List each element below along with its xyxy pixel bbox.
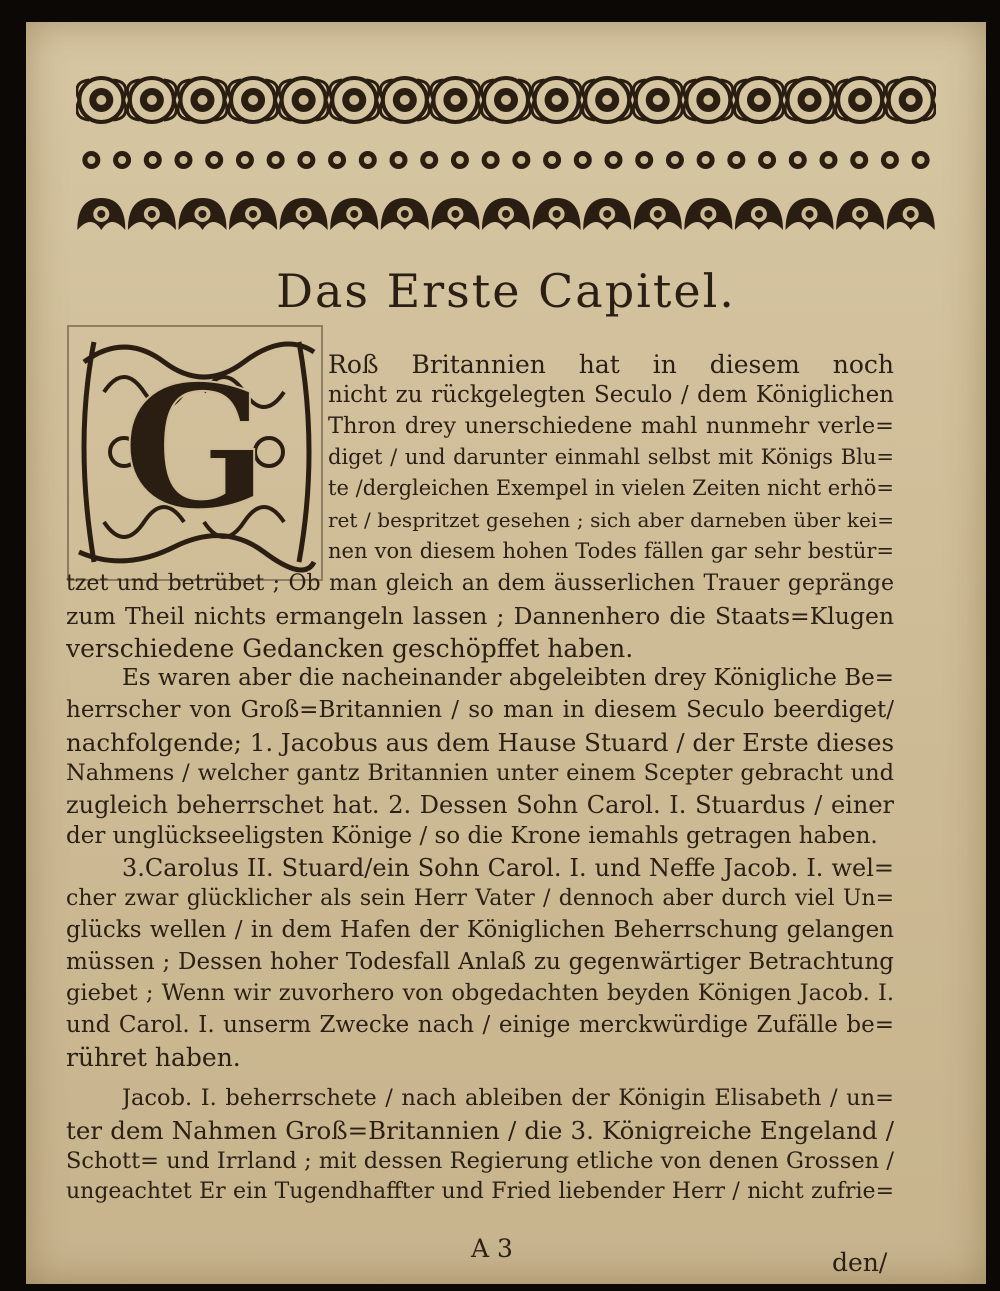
- text-line: verschiedene Gedancken geschöpffet haben.: [66, 633, 634, 663]
- ornament-small: [727, 151, 745, 169]
- ornament-rosette: [684, 78, 733, 122]
- text-line: Roß Britannien hat in diesem noch: [328, 350, 894, 379]
- ornament-small: [359, 151, 377, 169]
- text-line: 3.Carolus II. Stuard/ein Sohn Carol. I. und Neffe Jacob. I. wel=: [122, 854, 894, 882]
- text-line: nicht zu rückgelegten Seculo / dem Königlichen: [328, 381, 894, 408]
- ornament-small: [82, 151, 100, 169]
- ornament-scroll: [381, 198, 429, 230]
- ornament-small: [297, 151, 315, 169]
- ornament-scroll: [735, 198, 783, 230]
- text-line: rühret haben.: [66, 1043, 241, 1072]
- text-line: glücks wellen / in dem Hafen der Königlichen Beherrschung gelangen: [66, 917, 894, 943]
- text-line: herrscher von Groß=Britannien / so man in diesem Seculo beerdiget/: [66, 696, 894, 723]
- ornament-scroll: [786, 198, 834, 230]
- ornament-scroll: [330, 198, 378, 230]
- text-line: nen von diesem hohen Todes fällen gar sehr bestür=: [328, 539, 894, 563]
- ornament-scroll: [178, 198, 226, 230]
- ornament-rosette: [178, 78, 227, 122]
- ornament-rosette: [279, 78, 328, 122]
- ornament-small: [543, 151, 561, 169]
- catchword: den/: [832, 1248, 888, 1277]
- chapter-title: Das Erste Capitel.: [276, 264, 736, 318]
- ornament-small: [850, 151, 868, 169]
- ornament-small: [912, 151, 930, 169]
- ornament-small: [144, 151, 162, 169]
- ornament-rosette: [127, 78, 176, 122]
- ornament-small: [267, 151, 285, 169]
- ornament-small: [789, 151, 807, 169]
- decorative-headpiece: [76, 60, 936, 260]
- ornament-small: [175, 151, 193, 169]
- ornament-rosette: [330, 78, 379, 122]
- ornament-rosette: [532, 78, 581, 122]
- ornament-scroll: [77, 198, 125, 230]
- ornament-rosette: [482, 78, 531, 122]
- text-line: Thron drey unerschiedene mahl nunmehr verle=: [328, 413, 894, 439]
- text-line: te /dergleichen Exempel in vielen Zeiten nicht erhö=: [328, 476, 894, 500]
- ornament-rosette: [77, 78, 126, 122]
- text-line: zum Theil nichts ermangeln lassen ; Dannenhero die Staats=Klugen: [66, 602, 894, 630]
- ornament-rosette: [229, 78, 278, 122]
- signature-mark: A 3: [471, 1234, 513, 1263]
- ornament-small: [881, 151, 899, 169]
- ornament-scroll: [684, 198, 732, 230]
- ornament-scroll: [128, 198, 176, 230]
- text-line: ungeachtet Er ein Tugendhaffter und Fried liebender Herr / nicht zufrie=: [66, 1179, 894, 1204]
- ornament-scroll: [431, 198, 479, 230]
- ornament-small: [605, 151, 623, 169]
- ornament-small: [820, 151, 838, 169]
- text-line: tzet und betrübet ; Ob man gleich an dem äusserlichen Trauer gepränge: [66, 570, 894, 596]
- ornament-small: [236, 151, 254, 169]
- ornament-scroll: [482, 198, 530, 230]
- ornament-rosette: [886, 78, 935, 122]
- ornament-rosette: [785, 78, 834, 122]
- book-page: [26, 22, 986, 1284]
- ornament-small: [482, 151, 500, 169]
- text-line: Nahmens / welcher gantz Britannien unter einem Scepter gebracht und: [66, 759, 894, 786]
- ornament-small: [328, 151, 346, 169]
- ornament-rosette: [734, 78, 783, 122]
- ornament-rosette: [583, 78, 632, 122]
- text-line: müssen ; Dessen hoher Todesfall Anlaß zu gegenwärtiger Betrachtung: [66, 948, 894, 975]
- text-line: Es waren aber die nacheinander abgeleibten drey Königliche Be=: [122, 665, 894, 691]
- text-line: giebet ; Wenn wir zuvorhero von obgedachten beyden Königen Jacob. I.: [66, 980, 894, 1006]
- ornament-rosette: [431, 78, 480, 122]
- drop-cap-letter: G: [122, 348, 268, 548]
- ornament-small: [666, 151, 684, 169]
- text-line: Jacob. I. beherrschete / nach ableiben der Königin Elisabeth / un=: [122, 1084, 894, 1111]
- text-line: Schott= und Irrland ; mit dessen Regierung etliche von denen Grossen /: [66, 1147, 894, 1174]
- ornament-scroll: [533, 198, 581, 230]
- ornament-small: [574, 151, 592, 169]
- ornament-rosette: [633, 78, 682, 122]
- ornament-rosette: [836, 78, 885, 122]
- ornament-scroll: [634, 198, 682, 230]
- text-line: ret / bespritzet gesehen ; sich aber darneben über kei=: [328, 507, 894, 532]
- ornament-scroll: [583, 198, 631, 230]
- text-line: diget / und darunter einmahl selbst mit Königs Blu=: [328, 444, 894, 469]
- ornament-small: [420, 151, 438, 169]
- drop-cap-initial: [64, 322, 326, 584]
- text-line: zugleich beherrschet hat. 2. Dessen Sohn Carol. I. Stuardus / einer: [66, 791, 894, 819]
- ornament-scroll: [229, 198, 277, 230]
- ornament-scroll: [836, 198, 884, 230]
- ornament-small: [451, 151, 469, 169]
- ornament-small: [205, 151, 223, 169]
- ornament-scroll: [887, 198, 935, 230]
- ornament-small: [390, 151, 408, 169]
- text-line: nachfolgende; 1. Jacobus aus dem Hause Stuard / der Erste dieses: [66, 728, 894, 757]
- ornament-small: [758, 151, 776, 169]
- ornament-scroll: [280, 198, 328, 230]
- ornament-small: [512, 151, 530, 169]
- ornament-small: [635, 151, 653, 169]
- text-line: der unglückseeligsten Könige / so die Krone iemahls getragen haben.: [66, 822, 878, 849]
- ornament-small: [113, 151, 131, 169]
- ornament-small: [697, 151, 715, 169]
- text-line: und Carol. I. unserm Zwecke nach / einige merckwürdige Zufälle be=: [66, 1011, 894, 1038]
- text-line: cher zwar glücklicher als sein Herr Vater / dennoch aber durch viel Un=: [66, 885, 894, 911]
- text-line: ter dem Nahmen Groß=Britannien / die 3. Königreiche Engeland /: [66, 1116, 894, 1145]
- ornament-rosette: [380, 78, 429, 122]
